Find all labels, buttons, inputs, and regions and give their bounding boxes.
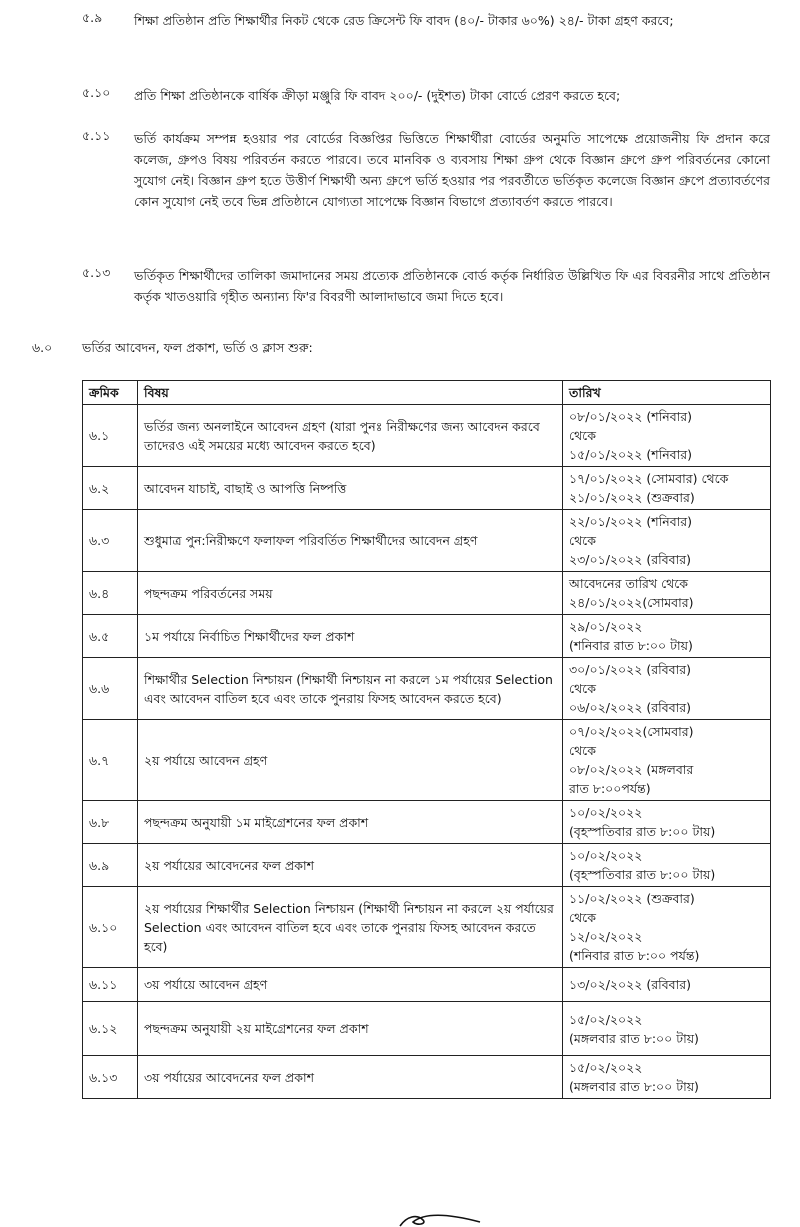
row-date	[563, 572, 771, 615]
date-line: ১৫/০১/২০২২ (শনিবার)	[569, 447, 693, 462]
date-line: ২৯/০১/২০২২	[569, 619, 643, 634]
clause-number: ৫.১১	[82, 128, 111, 143]
row-date	[563, 968, 771, 1002]
table-row	[83, 801, 771, 844]
row-serial: ৬.৯	[83, 844, 138, 887]
clause-number: ৫.৯	[82, 10, 103, 25]
table-row	[83, 658, 771, 720]
date-line: থেকে	[569, 743, 596, 758]
row-date	[563, 405, 771, 467]
date-line: আবেদনের তারিখ থেকে	[569, 576, 689, 591]
date-line: থেকে	[569, 533, 596, 548]
header-date: তারিখ	[563, 381, 771, 405]
date-line: (মঙ্গলবার রাত ৮:০০ টায়)	[569, 1079, 699, 1094]
table-row	[83, 844, 771, 887]
row-subject: ভর্তির জন্য অনলাইনে আবেদন গ্রহণ (যারা পুনঃ নিরীক্ষণের জন্য আবেদন করবে তাদেরও এই সময়ের মধ্যে আবেদন করতে হবে)	[138, 405, 563, 467]
clause-number: ৫.১৩	[82, 265, 111, 280]
table-row	[83, 510, 771, 572]
signature-mark	[395, 1208, 485, 1227]
row-serial: ৬.৭	[83, 720, 138, 801]
table-row	[83, 572, 771, 615]
row-subject: পছন্দক্রম পরিবর্তনের সময়	[138, 572, 563, 615]
row-subject: ১ম পর্যায়ে নির্বাচিত শিক্ষার্থীদের ফল প্রকাশ	[138, 615, 563, 658]
table-row	[83, 968, 771, 1002]
table-row	[83, 1056, 771, 1099]
row-date	[563, 510, 771, 572]
table-row	[83, 615, 771, 658]
date-line: ০৭/০২/২০২২(সোমবার)	[569, 724, 694, 739]
date-line: (শনিবার রাত ৮:০০ টায়)	[569, 638, 693, 653]
table-body	[83, 405, 771, 1099]
table-row	[83, 467, 771, 510]
row-subject: ২য় পর্যায়ে আবেদন গ্রহণ	[138, 720, 563, 801]
header-serial: ক্রমিক	[83, 381, 138, 405]
clause-text: প্রতি শিক্ষা প্রতিষ্ঠানকে বার্ষিক ক্রীড়া মঞ্জুরি ফি বাবদ ২০০/- (দুইশত) টাকা বোর্ডে প্রেরণ করতে হবে;	[134, 88, 621, 103]
date-line: (শনিবার রাত ৮:০০ পর্যন্ত)	[569, 948, 700, 963]
date-line: ১৫/০২/২০২২	[569, 1060, 643, 1075]
row-subject: ৩য় পর্যায়ে আবেদন গ্রহণ	[138, 968, 563, 1002]
date-line: (মঙ্গলবার রাত ৮:০০ টায়)	[569, 1030, 699, 1046]
row-subject: শুধুমাত্র পুন:নিরীক্ষণে ফলাফল পরিবর্তিত শিক্ষার্থীদের আবেদন গ্রহণ	[138, 510, 563, 572]
row-date	[563, 1002, 771, 1056]
date-line: ২২/০১/২০২২ (শনিবার)	[569, 514, 693, 529]
row-serial: ৬.১০	[83, 887, 138, 968]
row-date	[563, 887, 771, 968]
date-line: ২৩/০১/২০২২ (রবিবার)	[569, 552, 692, 567]
clause-text: ভর্তিকৃত শিক্ষার্থীদের তালিকা জমাদানের সময় প্রত্যেক প্রতিষ্ঠানকে বোর্ড কর্তৃক নির্ধারিত উল্লিখিত ফি এর বিবরনীর সাথে প্রতিষ্ঠান কর্তৃক খাতওয়ারি গৃহীত অন্যান্য ফি'র বিবরণী আলাদাভাবে জমা দিতে হবে।	[134, 268, 770, 304]
table-row	[83, 887, 771, 968]
row-serial: ৬.১	[83, 405, 138, 467]
date-line: ১৭/০১/২০২২ (সোমবার) থেকে	[569, 471, 729, 486]
row-date	[563, 658, 771, 720]
date-line: ২১/০১/২০২২ (শুক্রবার)	[569, 490, 695, 505]
row-subject: পছন্দক্রম অনুযায়ী ১ম মাইগ্রেশনের ফল প্রকাশ	[138, 801, 563, 844]
date-line: রাত ৮:০০পর্যন্ত)	[569, 781, 651, 796]
date-line: ১০/০২/২০২২	[569, 805, 643, 820]
row-serial: ৬.৬	[83, 658, 138, 720]
section-title: ভর্তির আবেদন, ফল প্রকাশ, ভর্তি ও ক্লাস শুরু:	[82, 340, 313, 355]
date-line: (বৃহস্পতিবার রাত ৮:০০ টায়)	[569, 867, 716, 882]
row-serial: ৬.১২	[83, 1002, 138, 1056]
row-subject: ২য় পর্যায়ের শিক্ষার্থীর Selection নিশ্চায়ন (শিক্ষার্থী নিশ্চায়ন না করলে ২য় পর্যায়ের Selection এবং আবেদন বাতিল হবে এবং তাকে পুনরায় ফিসহ আবেদন করতে হবে)	[138, 887, 563, 968]
row-date	[563, 801, 771, 844]
date-line: ০৬/০২/২০২২ (রবিবার)	[569, 700, 692, 715]
date-line: ১৩/০২/২০২২ (রবিবার)	[569, 977, 692, 992]
row-serial: ৬.৪	[83, 572, 138, 615]
date-line: ১১/০২/২০২২ (শুক্রবার)	[569, 891, 695, 906]
date-line: থেকে	[569, 681, 596, 696]
schedule-table	[82, 380, 771, 1099]
table-row	[83, 1002, 771, 1056]
clause-number: ৫.১০	[82, 85, 111, 100]
row-serial: ৬.১৩	[83, 1056, 138, 1099]
row-date	[563, 844, 771, 887]
date-line: ১৫/০২/২০২২	[569, 1011, 643, 1027]
row-date	[563, 720, 771, 801]
date-line: থেকে	[569, 910, 596, 925]
row-subject: আবেদন যাচাই, বাছাই ও আপত্তি নিষ্পত্তি	[138, 467, 563, 510]
date-line: ৩০/০১/২০২২ (রবিবার)	[569, 662, 692, 677]
date-line: ০৮/০১/২০২২ (শনিবার)	[569, 409, 693, 424]
date-line: ২৪/০১/২০২২(সোমবার)	[569, 595, 694, 610]
row-serial: ৬.১১	[83, 968, 138, 1002]
date-line: ০৮/০২/২০২২ (মঙ্গলবার	[569, 762, 694, 777]
clause-text: শিক্ষা প্রতিষ্ঠান প্রতি শিক্ষার্থীর নিকট থেকে রেড ক্রিসেন্ট ফি বাবদ (৪০/- টাকার ৬০%) ২৪/- টাকা গ্রহণ করবে;	[134, 13, 674, 28]
section-number: ৬.০	[32, 340, 53, 355]
table-row	[83, 720, 771, 801]
date-line: (বৃহস্পতিবার রাত ৮:০০ টায়)	[569, 824, 716, 839]
table-row	[83, 405, 771, 467]
row-date	[563, 615, 771, 658]
date-line: ১০/০২/২০২২	[569, 848, 643, 863]
row-serial: ৬.৮	[83, 801, 138, 844]
clause-text: ভর্তি কার্যক্রম সম্পন্ন হওয়ার পর বোর্ডের বিজ্ঞপ্তির ভিত্তিতে শিক্ষার্থীরা বোর্ডের অনুমতি সাপেক্ষে প্রয়োজনীয় ফি প্রদান করে কলেজ, গ্রুপও বিষয় পরিবর্তন করতে পারবে। তবে মানবিক ও ব্যবসায় শিক্ষা গ্রুপ থেকে বিজ্ঞান গ্রুপে গ্রুপ পরিবর্তনের কোনো সুযোগ নেই। বিজ্ঞান গ্রুপ হতে উত্তীর্ণ শিক্ষার্থী অন্য গ্রুপে ভর্তি হওয়ার পর পরবর্তীতে ভর্তিকৃত কলেজে বিজ্ঞান গ্রুপে প্রত্যাবর্তণের কোন সুযোগ নেই তবে ভিন্ন প্রতিষ্ঠানে যোগ্যতা সাপেক্ষে বিজ্ঞান বিভাগে প্রত্যাবর্তণ করতে পারবে।	[134, 131, 770, 209]
row-subject: ২য় পর্যায়ের আবেদনের ফল প্রকাশ	[138, 844, 563, 887]
date-line: ১২/০২/২০২২	[569, 929, 643, 944]
row-subject: পছন্দক্রম অনুযায়ী ২য় মাইগ্রেশনের ফল প্রকাশ	[138, 1002, 563, 1056]
row-subject: শিক্ষার্থীর Selection নিশ্চায়ন (শিক্ষার্থী নিশ্চায়ন না করলে ১ম পর্যায়ের Selection এবং আবেদন বাতিল হবে এবং তাকে পুনরায় ফিসহ আবেদন করতে হবে)	[138, 658, 563, 720]
row-serial: ৬.৫	[83, 615, 138, 658]
row-subject: ৩য় পর্যায়ের আবেদনের ফল প্রকাশ	[138, 1056, 563, 1099]
header-subject: বিষয়	[138, 381, 563, 405]
row-serial: ৬.২	[83, 467, 138, 510]
date-line: থেকে	[569, 428, 596, 443]
row-date	[563, 467, 771, 510]
row-serial: ৬.৩	[83, 510, 138, 572]
table-header-row	[83, 381, 771, 405]
row-date	[563, 1056, 771, 1099]
